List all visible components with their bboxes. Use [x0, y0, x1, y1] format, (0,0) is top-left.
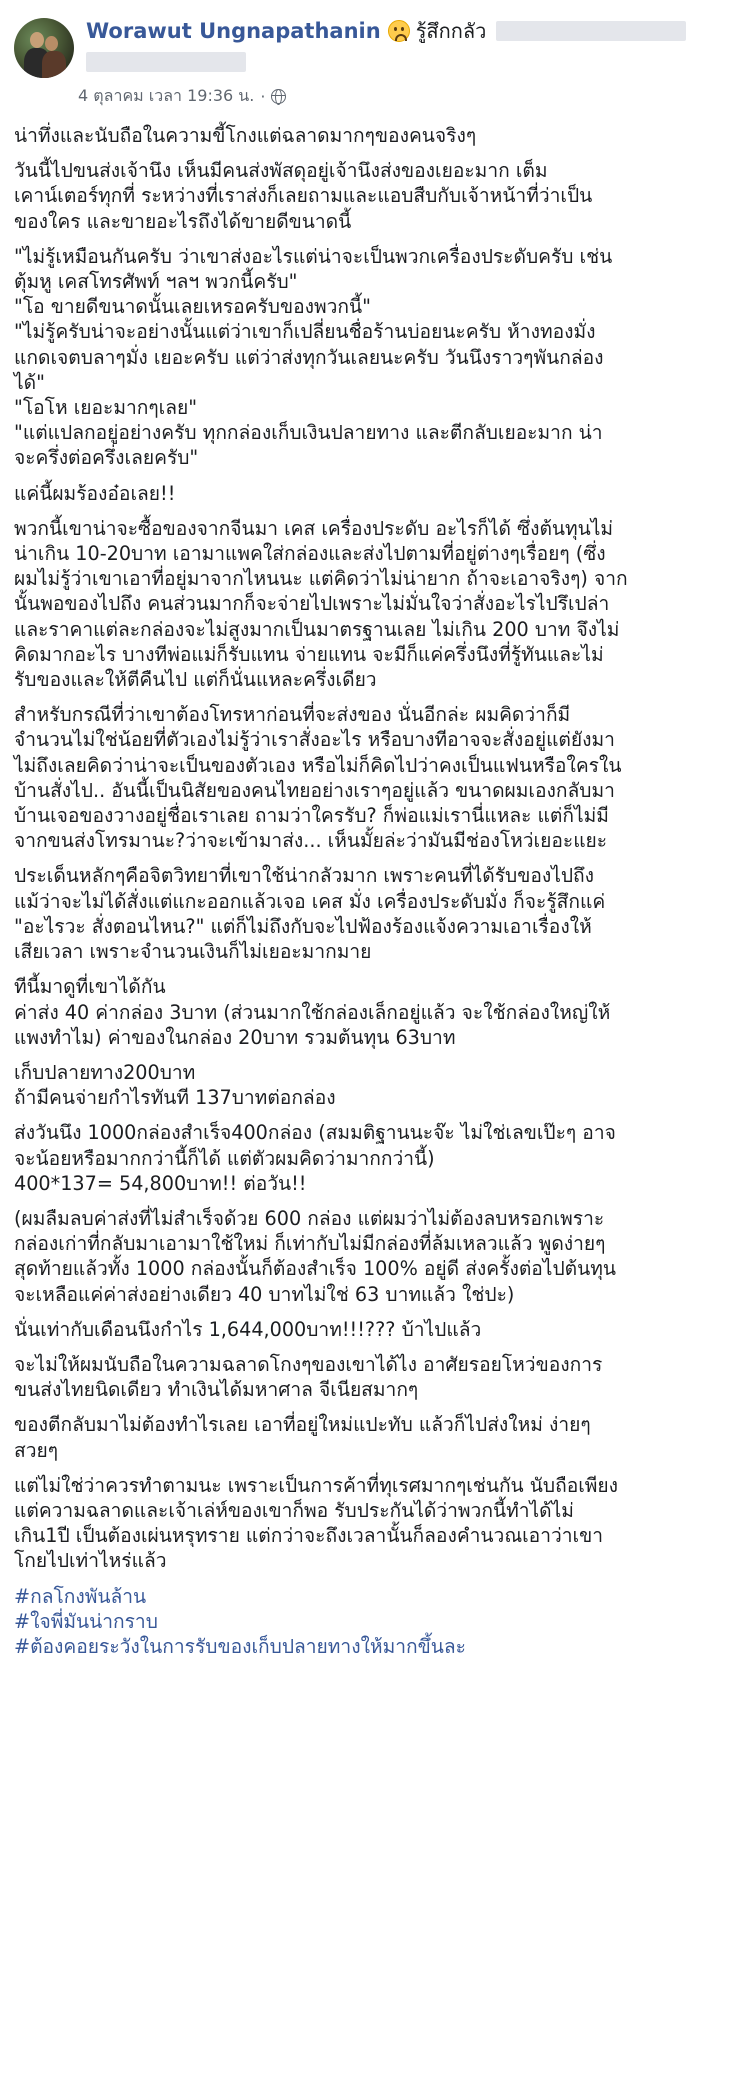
- author-row: [86, 16, 726, 46]
- paragraph-line: "ไม่รู้เหมือนกันครับ ว่าเขาส่งอะไรแต่น่าจะเป็นพวกเครื่องประดับครับ เช่น: [14, 244, 613, 268]
- paragraph-line: รับของและให้ตีคืนไป แต่ก็นั่นแหละครึ่งเดียว: [14, 668, 377, 692]
- post-paragraph: [14, 1473, 730, 1574]
- post-paragraph: [14, 481, 730, 506]
- paragraph-line: จำนวนไม่ใช่น้อยที่ตัวเองไม่รู้ว่าเราสั่งอะไร หรือบางทีอาจจะสั่งอยู่แต่ยังมา: [14, 728, 615, 752]
- paragraph-line: (ผมลืมลบค่าส่งที่ไม่สำเร็จด้วย 600 กล่อง แต่ผมว่าไม่ต้องลบหรอกเพราะ: [14, 1206, 605, 1230]
- paragraph-line: น่าทึ่งและนับถือในความขี้โกงแต่ฉลาดมากๆของคนจริงๆ: [14, 124, 477, 147]
- post-timestamp[interactable]: 4 ตุลาคม เวลา 19:36 น.: [78, 86, 255, 105]
- globe-icon[interactable]: [271, 89, 286, 104]
- hashtag-link[interactable]: #กลโกงพันล้าน: [14, 1584, 147, 1608]
- post-paragraph: [14, 974, 730, 1050]
- post-paragraph: [14, 158, 730, 234]
- paragraph-line: จะเหลือแค่ค่าส่งอย่างเดียว 40 บาทไม่ใช่ 63 บาทแล้ว ใช่ปะ): [14, 1282, 515, 1306]
- hashtag-list: [14, 1584, 730, 1660]
- paragraph-line: ทีนี้มาดูที่เขาได้กัน: [14, 975, 166, 999]
- paragraph-line: เกิน1ปี เป็นต้องเผ่นหรุทราย แต่กว่าจะถึงเวลานั้นก็ลองคำนวณเอาว่าเขา: [14, 1524, 603, 1548]
- hashtag-link[interactable]: #ใจพี่มันน่ากราบ: [14, 1609, 158, 1633]
- hashtag-link[interactable]: #ต้องคอยระวังในการรับของเก็บปลายทางให้มากขึ้นละ: [14, 1634, 466, 1658]
- post-paragraph: [14, 1060, 730, 1110]
- post-paragraph: [14, 244, 730, 471]
- paragraph-line: บ้านสั่งไป.. อันนี้เป็นนิสัยของคนไทยอย่างเราๆอยู่แล้ว ขนาดผมเองกลับมา: [14, 778, 615, 802]
- paragraph-line: จะน้อยหรือมากกว่านี้ก็ได้ แต่ตัวผมคิดว่ามากกว่านี้): [14, 1146, 435, 1170]
- post-paragraph: [14, 863, 730, 964]
- paragraph-line: ส่งวันนึง 1000กล่องสำเร็จ400กล่อง (สมมติฐานนะจ๊ะ ไม่ใช่เลขเป๊ะๆ อาจ: [14, 1121, 616, 1145]
- timestamp-row: [78, 84, 726, 109]
- paragraph-line: เก็บปลายทาง200บาท: [14, 1060, 196, 1084]
- paragraph-line: แต่ไม่ใช่ว่าควรทำตามนะ เพราะเป็นการค้าที่ทุเรศมากๆเช่นกัน นับถือเพียง: [14, 1473, 619, 1497]
- paragraph-line: ได้": [14, 370, 45, 394]
- paragraph-line: เคาน์เตอร์ทุกที่ ระหว่างที่เราส่งก็เลยถามและแอบสืบกับเจ้าหน้าที่ว่าเป็น: [14, 184, 593, 208]
- paragraph-line: จะไม่ให้ผมนับถือในความฉลาดโกงๆของเขาได้ไง อาศัยรอยโหว่ของการ: [14, 1352, 603, 1376]
- paragraph-line: ตุ้มหู เคสโทรศัพท์ ฯลฯ พวกนี้ครับ": [14, 270, 298, 294]
- paragraph-line: น่าเกิน 10-20บาท เอามาแพคใส่กล่องและส่งไปตามที่อยู่ต่างๆเรื่อยๆ (ซึ่ง: [14, 542, 606, 566]
- paragraph-line: "อะไรวะ สั่งตอนไหน?" แต่ก็ไม่ถึงกับจะไปฟ้องร้องแจ้งความเอาเรื่องให้: [14, 914, 592, 938]
- redacted-block: [496, 21, 686, 41]
- post-body: [14, 123, 730, 1659]
- paragraph-line: เสียเวลา เพราะจำนวนเงินก็ไม่เยอะมากมาย: [14, 940, 372, 964]
- paragraph-line: "ไม่รู้ครับน่าจะอย่างนั้นแต่ว่าเขาก็เปลี่ยนชื่อร้านบ่อยนะครับ ห้างทองมั่ง: [14, 320, 596, 344]
- feeling-text: รู้สึกกลัว: [415, 19, 487, 43]
- post-paragraph: [14, 1317, 730, 1342]
- paragraph-line: "โอโห เยอะมากๆเลย": [14, 396, 198, 420]
- separator-dot: ·: [260, 87, 266, 106]
- paragraph-line: แพงทำไม) ค่าของในกล่อง 20บาท รวมต้นทุน 63บาท: [14, 1025, 456, 1049]
- fearful-face-emoji-icon: [388, 20, 410, 42]
- paragraph-line: นั้นพอของไปถึง คนส่วนมากก็จะจ่ายไปเพราะไม่มั่นใจว่าสั่งอะไรไปรึเปล่า: [14, 592, 610, 616]
- paragraph-line: ขนส่งไทยนิดเดียว ทำเงินได้มหาศาล จีเนียสมากๆ: [14, 1378, 419, 1402]
- paragraph-line: แต่ความฉลาดและเจ้าเล่ห์ของเขาก็พอ รับประกันได้ว่าพวกนี้ทำได้ไม่: [14, 1498, 574, 1522]
- redacted-block-2: [86, 52, 246, 72]
- paragraph-line: จากขนส่งโทรมานะ?ว่าจะเข้ามาส่ง... เห็นมั้ยล่ะว่ามันมีช่องโหว่เยอะแยะ: [14, 829, 608, 853]
- paragraph-line: สุดท้ายแล้วทั้ง 1000 กล่องนั้นก็ต้องสำเร็จ 100% อยู่ดี ส่งครั้งต่อไปต้นทุน: [14, 1257, 616, 1281]
- author-avatar[interactable]: [14, 18, 74, 78]
- author-name[interactable]: Worawut Ungnapathanin: [86, 19, 381, 43]
- post-paragraph: [14, 1352, 730, 1402]
- paragraph-line: วันนี้ไปขนส่งเจ้านึง เห็นมีคนส่งพัสดุอยู่เจ้านึงส่งของเยอะมาก เต็ม: [14, 159, 548, 183]
- paragraph-line: ถ้ามีคนจ่ายกำไรทันที 137บาทต่อกล่อง: [14, 1086, 336, 1110]
- paragraph-line: แม้ว่าจะไม่ได้สั่งแต่แกะออกแล้วเจอ เคส มั่ง เครื่องประดับมั่ง ก็จะรู้สึกแค่: [14, 889, 606, 913]
- paragraph-line: ประเด็นหลักๆคือจิตวิทยาที่เขาใช้น่ากลัวมาก เพราะคนที่ได้รับของไปถึง: [14, 864, 595, 888]
- paragraph-line: แกดเจตบลาๆมั่ง เยอะครับ แต่ว่าส่งทุกวันเลยนะครับ วันนึงราวๆพันกล่อง: [14, 345, 604, 369]
- paragraph-line: บ้านเจอของวางอยู่ชื่อเราเลย ถามว่าใครรับ? ก็พ่อแม่เรานี่แหละ แต่ก็ไม่มี: [14, 804, 609, 828]
- post-paragraph: [14, 702, 730, 853]
- paragraph-line: แค่นี้ผมร้องอ๋อเลย!!: [14, 481, 176, 505]
- post-paragraph: [14, 1412, 730, 1462]
- paragraph-line: ผมไม่รู้ว่าเขาเอาที่อยู่มาจากไหนนะ แต่คิดว่าไม่น่ายาก ถ้าจะเอาจริงๆ) จาก: [14, 567, 628, 591]
- post-paragraph: [14, 516, 730, 692]
- paragraph-line: ของใคร และขายอะไรถึงได้ขายดีขนาดนี้: [14, 209, 352, 233]
- post-paragraph: [14, 1206, 730, 1307]
- post-paragraph: [14, 1120, 730, 1196]
- paragraph-line: ไม่ถึงเลยคิดว่าน่าจะเป็นของตัวเอง หรือไม่ก็คิดไปว่าคงเป็นแฟนหรือใครใน: [14, 753, 622, 777]
- paragraph-line: โกยไปเท่าไหร่แล้ว: [14, 1549, 167, 1573]
- paragraph-line: สวยๆ: [14, 1438, 59, 1462]
- paragraph-line: "แต่แปลกอยู่อย่างครับ ทุกกล่องเก็บเงินปลายทาง และตีกลับเยอะมาก น่า: [14, 421, 603, 445]
- post-meta: [86, 16, 726, 72]
- paragraph-line: พวกนี้เขาน่าจะซื้อของจากจีนมา เคส เครื่องประดับ อะไรก็ได้ ซึ่งต้นทุนไม่: [14, 516, 614, 540]
- paragraph-line: 400*137= 54,800บาท!! ต่อวัน!!: [14, 1171, 307, 1195]
- paragraph-line: และราคาแต่ละกล่องจะไม่สูงมากเป็นมาตรฐานเลย ไม่เกิน 200 บาท จึงไม่: [14, 617, 620, 641]
- paragraph-line: ของตีกลับมาไม่ต้องทำไรเลย เอาที่อยู่ใหม่แปะทับ แล้วก็ไปส่งใหม่ ง่ายๆ: [14, 1413, 591, 1437]
- paragraph-line: นั่นเท่ากับเดือนนึงกำไร 1,644,000บาท!!!??? บ้าไปแล้ว: [14, 1317, 482, 1341]
- post-paragraph: [14, 123, 730, 148]
- paragraph-line: คิดมากอะไร บางทีพ่อแม่ก็รับแทน จ่ายแทน จะมีก็แค่ครึ่งนึงที่รู้ทันและไม่: [14, 642, 604, 666]
- paragraph-line: "โอ ขายดีขนาดนั้นเลยเหรอครับของพวกนี้": [14, 295, 371, 319]
- paragraph-line: ค่าส่ง 40 ค่ากล่อง 3บาท (ส่วนมากใช้กล่องเล็กอยู่แล้ว จะใช้กล่องใหญ่ให้: [14, 1000, 611, 1024]
- paragraph-line: สำหรับกรณีที่ว่าเขาต้องโทรหาก่อนที่จะส่งของ นั่นอีกล่ะ ผมคิดว่าก็มี: [14, 703, 571, 727]
- paragraph-line: กล่องเก่าที่กลับมาเอามาใช้ใหม่ ก็เท่ากับไม่มีกล่องที่ล้มเหลวแล้ว พูดง่ายๆ: [14, 1232, 606, 1256]
- paragraph-line: จะครึ่งต่อครึ่งเลยครับ": [14, 446, 199, 470]
